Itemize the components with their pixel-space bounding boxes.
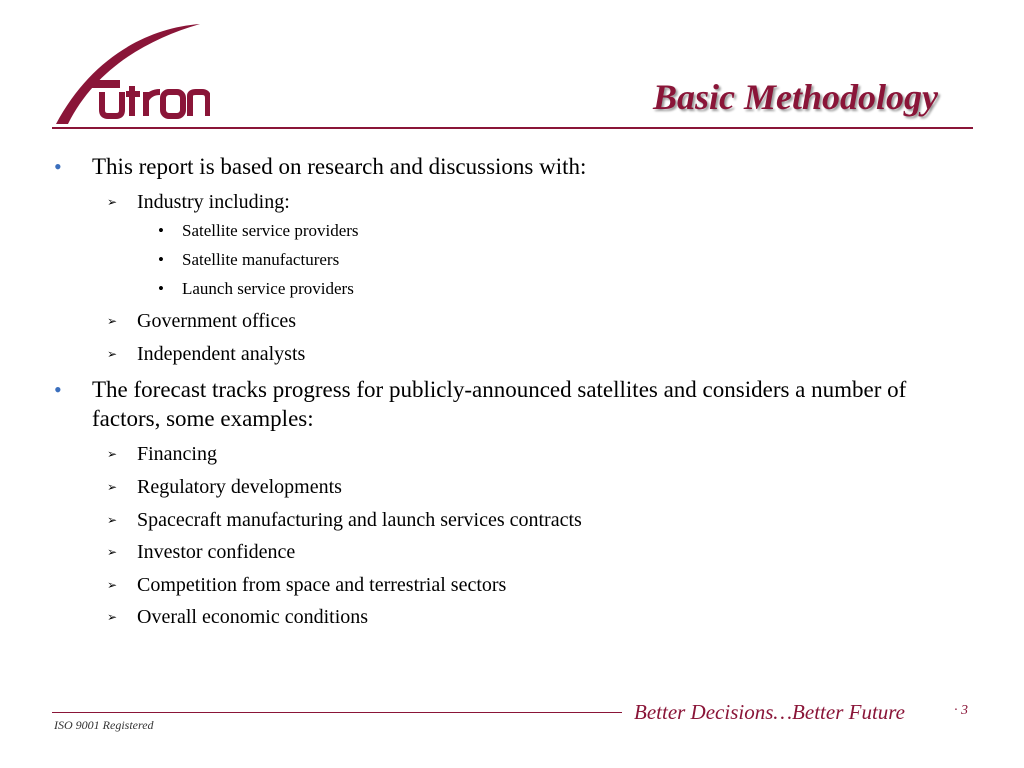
sub-bullet-text: Regulatory developments	[137, 476, 342, 498]
sub-bullet-text: Industry including:	[137, 191, 290, 213]
arrow-bullet-icon: ➢	[107, 578, 118, 592]
arrow-bullet-icon: ➢	[107, 447, 118, 461]
slide-title: Basic Methodology	[653, 77, 938, 117]
sub-bullet-text: Competition from space and terrestrial sectors	[137, 574, 507, 596]
arrow-bullet-icon: ➢	[107, 513, 118, 527]
iso-registration-note: ISO 9001 Registered	[54, 718, 154, 732]
bullet-marker: •	[158, 279, 164, 298]
arrow-bullet-icon: ➢	[107, 610, 118, 624]
bullet-item	[54, 152, 912, 181]
futron-logo	[50, 20, 210, 128]
bullet-marker: •	[158, 221, 164, 240]
sub-bullet-item	[107, 604, 369, 630]
title-divider	[52, 127, 973, 129]
arrow-bullet-icon: ➢	[107, 347, 118, 361]
sub-sub-bullet-text: Satellite manufacturers	[182, 250, 340, 269]
sub-bullet-text: Financing	[137, 443, 217, 465]
sub-bullet-item	[107, 474, 342, 500]
footer-divider	[52, 712, 622, 713]
sub-bullet-item	[107, 539, 296, 565]
arrow-bullet-icon: ➢	[107, 195, 118, 209]
sub-bullet-item	[107, 507, 582, 533]
bullet-marker: •	[54, 154, 62, 179]
sub-bullet-item	[107, 189, 290, 215]
bullet-marker: •	[158, 250, 164, 269]
arrow-bullet-icon: ➢	[107, 314, 118, 328]
sub-bullet-text: Overall economic conditions	[137, 606, 369, 628]
sub-bullet-item	[107, 441, 217, 467]
bullet-text: This report is based on research and discussions with:	[92, 154, 587, 179]
sub-sub-bullet-text: Satellite service providers	[182, 221, 359, 240]
sub-bullet-text: Independent analysts	[137, 343, 306, 365]
sub-sub-bullet-item	[158, 278, 354, 300]
bullet-marker: •	[54, 377, 62, 402]
sub-sub-bullet-item	[158, 220, 359, 242]
sub-bullet-text: Investor confidence	[137, 541, 296, 563]
page-number: · 3	[954, 703, 968, 718]
sub-bullet-item	[107, 341, 306, 367]
footer-tagline: Better Decisions…Better Future	[634, 700, 905, 724]
bullet-text: The forecast tracks progress for publicly-announced satellites and considers a number of factors, some examples:	[92, 377, 907, 431]
sub-sub-bullet-item	[158, 249, 340, 271]
sub-sub-bullet-text: Launch service providers	[182, 279, 354, 298]
arrow-bullet-icon: ➢	[107, 545, 118, 559]
sub-bullet-item	[107, 572, 507, 598]
sub-bullet-text: Government offices	[137, 310, 297, 332]
sub-bullet-text: Spacecraft manufacturing and launch services contracts	[137, 509, 582, 531]
arrow-bullet-icon: ➢	[107, 480, 118, 494]
bullet-item	[54, 375, 912, 433]
sub-bullet-item	[107, 308, 297, 334]
